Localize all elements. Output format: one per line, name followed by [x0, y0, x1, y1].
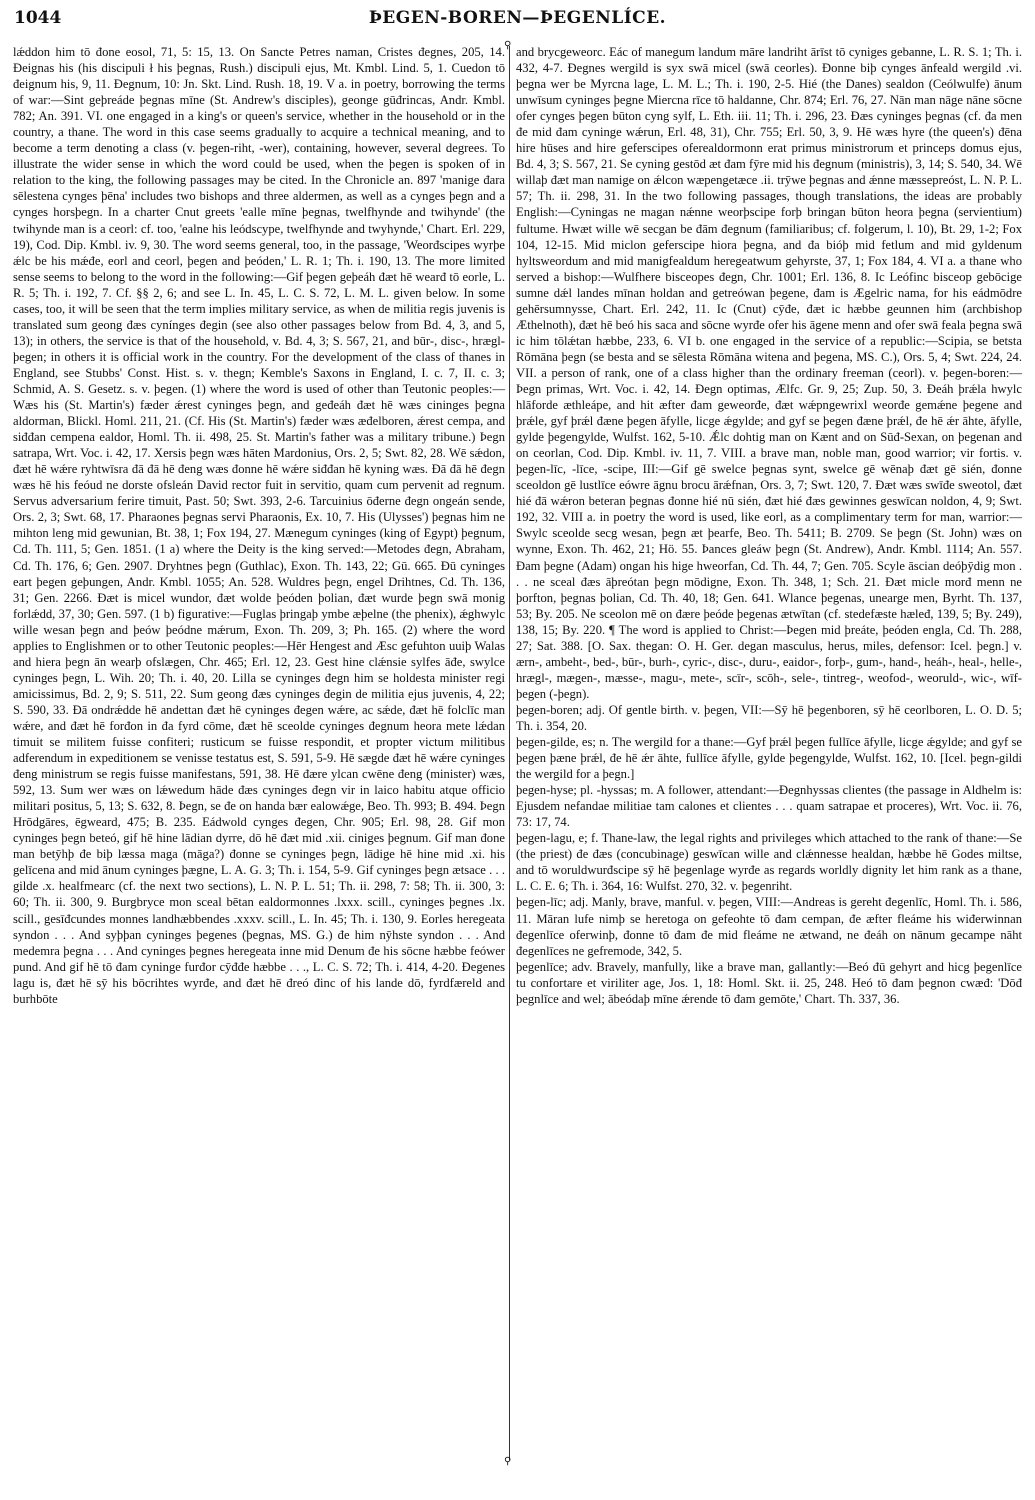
running-title: ÞEGEN-BOREN—ÞEGENLÍCE.: [368, 8, 667, 28]
left-column: [13, 44, 505, 1007]
page-number: 1044: [14, 8, 62, 28]
entry-thegen-gilde: þegen-gilde, es; n. The wergild for a thane:—Gyf þrǽl þegen fullīce āfylle, licge ǽgylde; and gyf se þegen þæne þrǽl, đe hē ǽr āhte, fullīce āfylle, gylde þegengylde, Wulfst. 162, 10. [Icel. þegn-gildi the wergild for a þegn.]: [516, 735, 1022, 782]
column-divider: [509, 46, 510, 1460]
column-rule-ornament-top: ⚲: [504, 40, 512, 51]
running-header: [14, 6, 1021, 34]
entry-text: and brycgeweorc. Eác of manegum landum māre landriht ārīst tō cyniges gebanne, L. R. S. 1; Th. i. 432, 4-7. Đegnes wergild is syx swā micel (swā ceorles). Đonne biþ cynges ānfeald wergild .vi. þegna wer be Myrcna lage, L. M. L.; Th. i. 190, 2-5. Hié (the Danes) sealdon (Ceólwulfe) ānum unwīsum cyninges þegne Miercna rīce tō haldanne, Chr. 874; Erl. 76, 27. Nān man nāge nāne sōcne ofer cynges þegen būton cyng sylf, L. Eth. iii. 11; Th. i. 296, 23. Đæs cyninges þegnas (cf. đa men đe mid đam cyninge wǽrun, Erl. 48, 31), Chr. 755; Erl. 50, 3, 9. Hē wæs hyre (the queen's) đēna hire hūses and hire geferscipes oferealdormonn erat primus ministrorum et princeps domus ejus, Bd. 4, 3; S. 567, 21. Se cyning gestōd æt đam fȳre mid his đegnum (ministris), 3, 14; S. 540, 34. Wē willaþ đæt man namige on ǽlcon wæpengetæce .ii. trȳwe þegnas and ǽnne mæssepreóst, L. N. P. L. 57; Th. ii. 298, 31. In the two following passages, though translations, the ideas are probably English:—Cyningas ne magan nǽnne weorþscipe forþ bringan būton heora þegna (servientium) fultume. Hwæt wille wē secgan be đām đegnum (familiaribus; cf. folgerum, l. 10), Bt. 29, 1-2; Fox 104, 12-15. Mid miclon geferscipe hiora þegna, and đa bióþ mid fetlum and mid gyldenum hyltsweordum and mid manigfealdum heregeatwum gehyrste, 37, 1; Fox 184, 4. VI a. a thane who served a bishop:—Wulfhere bisceopes đegn, Chr. 1001; Erl. 136, 8. Ic Leófinc bisceop gebōcige sumne dǽl landes mīnan holdan and getreówan þegene, đam is Ægelric nama, for his eádmōdre gehērsumnysse, Chart. Erl. 242, 11. Ic (Cnut) cȳđe, đæt ic hæbbe geunnen him (archbishop Æthelnoth), đæt hē beó his saca and sōcne wyrđe ofer his āgene menn and ofer swā feala þegna swā ic him tōlǽtan hæbbe, 233, 6. VI b. one engaged in the service of a republic:—Scipia, se betsta Rōmāna þegn (se besta and se sēlesta Rōmāna witena and þegena, MS. C.), Ors. 5, 4; Swt. 224, 24. VII. a person of rank, one of a class higher than the ordinary freeman (ceorl). v. þegen-boren:—Þegn primas, Wrt. Voc. i. 42, 14. Đegn optimas, Ælfc. Gr. 9, 25; Zup. 50, 3. Đeáh þrǽla hwylc hlāforde æthleápe, and hit æfter đam geweorđe, đæt wǽpngewrixl weorđe gemǽne þegene and þrǽle, gyf þrǽl đæne þegen āfylle, licge ǽgylde; and gyf se þegen đæne þrǽl, đe hē ǽr āhte, āfylle, gylde þegengylde, Wulfst. 162, 5-10. Ǽlc dohtig man on Kænt and on Sūđ-Sexan, on þegenan and on ceorlan, Cod. Dip. Kmbl. iv. 11, 7. VIII. a brave man, noble man, good warrior; vir fortis. v. þegen-līc, -līce, -scipe, III:—Gif gē swelce þegnas synt, swelce gē wēnaþ đæt gē sién, đonne sceoldon gē lustlīce eówre āgnu brocu ārǽfnan, Ors. 3, 7; Swt. 120, 7. Đæt wæs swīđe sweotol, đæt hié đā wǽron beteran þegnas đonne hié nū sién, đæt hié đæs gewinnes geswīcan noldon, 4, 9; Swt. 192, 32. VIII a. in poetry the word is used, like eorl, as a complimentary term for man, warrior:—Swylc sceolde secg wesan, þegn æt þearfe, Beo. Th. 5411; B. 2709. Se þegn (St. John) wæs on wynne, Exon. Th. 462, 21; Hö. 55. Þances gleáw þegn (St. Andrew), Andr. Kmbl. 1114; An. 557. Đam þegne (Adam) ongan his hige hweorfan, Cd. Th. 44, 7; Gen. 705. Scyle āscian deóþȳdig mon . . . ne sceal đæs āþreótan þegn mōdigne, Exon. Th. 348, 1; Sch. 21. Đæt micle morđ menn ne þorfton, þegnas þolian, Cd. Th. 40, 18; Gen. 641. Wlance þegenas, unearge men, Byrht. Th. 137, 53; By. 205. Ne sceolon mē on đære þeóde þegenas ætwītan (cf. stedefæste hæleđ, 139, 5; By. 249), 138, 15; By. 220. ¶ The word is applied to Christ:—Þegen mid þreáte, þeóden engla, Cd. Th. 288, 27; Sat. 388. [O. Sax. thegan: O. H. Ger. degan masculus, herus, miles, defensor: Icel. þegn.] v. ærn-, ambeht-, bed-, būr-, burh-, cyric-, disc-, duru-, eaidor-, forþ-, gum-, hand-, heáh-, heal-, helle-, hrægl-, mægen-, mæsse-, magu-, mete-, scīr-, scōh-, sele-, tintreg-, weofod-, weoruld-, wic-, wīf-þegen (-þegn).: [516, 45, 1022, 701]
entry-thegen-boren: þegen-boren; adj. Of gentle birth. v. þegen, VII:—Sȳ hē þegenboren, sȳ hē ceorlboren, L. O. D. 5; Th. i. 354, 20.: [516, 702, 1022, 733]
right-column: [516, 44, 1022, 1007]
column-rule-ornament-bottom: ⚲: [504, 1456, 512, 1467]
entry-thegenlice: þegenlīce; adv. Bravely, manfully, like a brave man, gallantly:—Beó đū gehyrt and hicg þegenlīce tu confortare et viriliter age, Jos. 1, 18: Homl. Skt. ii. 25, 248. Heó tō đam þegnon cwæđ: 'Dōđ þegnlīce and wel; ābeódaþ mīne ǽrende tō đam gemōte,' Chart. Th. 337, 36.: [516, 959, 1022, 1006]
entry-text: lǽddon him tō đone eosol, 71, 5: 15, 13. On Sancte Petres naman, Cristes đegnes, 205, 14. Đeignas his (his discipuli ł his þegnas, Rush.) discipuli ejus, Mt. Kmbl. Lind. 5, 1. Cuedon tō đeignum his, 9, 11. Đegnum, 10: Jn. Skt. Lind. Rush. 18, 19. V a. in poetry, borrowing the terms of war:—Sint geþreáde þegnas mīne (St. Andrew's disciples), geonge gūđrincas, Andr. Kmbl. 782; An. 391. VI. one engaged in a king's or queen's service, whether in the household or in the country, a thane. The word in this case seems gradually to acquire a technical meaning, and to become a term denoting a class (v. þegen-riht, -wer), containing, however, several degrees. To illustrate the wider sense in which the word could be used, when the þegen is spoken of in relation to the king, the following passages may be cited. In the Chronicle an. 897 'manige đara sēlestena cynges þēna' includes two bishops and three aldermen, as well as a cynges þegn and a cynges horsþegn. In a charter Cnut greets 'ealle mīne þegnas, twelfhynde and twihynde' (the twihynde man is a ceorl: cf. too, 'ealne his leódscype, twelfhynde and twyhynde,' Chart. Erl. 229, 19), Cod. Dip. Kmbl. iv. 9, 30. The word seems general, too, in the passage, 'Weorđscipes wyrþe ǽlc be his mǽđe, eorl and ceorl, þegen and þeóden,' L. R. 1; Th. i. 190, 13. The more limited sense seems to belong to the word in the following:—Gif þegen geþeáh đæt hē wearđ tō eorle, L. R. 5; Th. i. 192, 7. Cf. §§ 2, 6; and see L. In. 45, L. C. S. 72, L. M. L. given below. In some cases, too, it will be seen that the term implies military service, as when de militia regis juvenis is translated sum geong đæs cynínges đegin (see also other passages below from Bd. 4, 3, and 5, 13); in others, the service is that of the household, v. Bd. 4, 3; S. 567, 21, and būr-, disc-, hrægl-þegen; in others it is official work in the country. For the development of the class of thanes in England, see Stubbs' Const. Hist. s. v. thegn; Kemble's Saxons in England, I. c. 7, II. c. 3; Schmid, A. S. Gesetz. s. v. þegen. (1) where the word is used of other than Teutonic peoples:—Wæs his (St. Martin's) fæder ǽrest cyninges þegn, and geđeáh đæt hē wæs cininges þegna aldorman, Blickl. Homl. 211, 21. (Cf. His (St. Martin's) fæder wæs æđelboren, ǽrest cempa, and siđđan cempena ealdor, Homl. Th. ii. 498, 25. St. Martin's father was a military tribune.) Þegn satrapa, Wrt. Voc. i. 42, 17. Xersis þegn wæs hāten Mardonius, Ors. 2, 5; Swt. 82, 28. Wē sǽdon, đæt hē wǽre ryhtwīsra đā đā hē đeng wæs đonne hē wǽre siđđan hē kyning wæs. Đā đā hē đegn wæs hē his feóud ne dorste ofsleán David rector fuit in servitio, quam cum pervenit ad regnum. Servus adversarium ferire timuit, Past. 50; Swt. 393, 2-6. Tarcuinius ōđerne đegn ongeán sende, Ors. 2, 3; Swt. 68, 17. Pharaones þegnas servi Pharaonis, Ex. 10, 7. His (Ulysses') þegnas him ne mihton leng mid gewunian, Bt. 38, 1; Fox 194, 27. Mænegum cyninges (king of Egypt) þegnum, Cd. Th. 111, 5; Gen. 1851. (1 a) where the Deity is the king served:—Metodes đegn, Abraham, Cd. Th. 176, 6; Gen. 2907. Dryhtnes þegn (Guthlac), Exon. Th. 143, 22; Gū. 665. Đū cyninges eart þegen geþungen, Andr. Kmbl. 1055; An. 528. Wuldres þegn, engel Drihtnes, Cd. Th. 136, 31; Gen. 2266. Đæt is micel wundor, đæt wolde þeóden þolian, đæt wurde þegn swā monig forlǽdd, 37, 30; Gen. 597. (1 b) figurative:—Fuglas þringaþ ymbe æþelne (the phenix), ǽghwylc wille wesan þegn and þeów þeódne mǽrum, Exon. Th. 209, 3; Ph. 165. (2) where the word applies to Englishmen or to other Teutonic peoples:—Hēr Hengest and Æsc gefuhton uuiþ Walas and hiera þegn ān wearþ ofslægen, Chr. 465; Erl. 12, 23. Gest hine clǽnsie sylfes āđe, swylce cyninges þegn, L. Wih. 20; Th. i. 40, 20. Lilla se cyninges đegn him se holdesta minister regi amicissimus, Bd. 2, 9; S. 511, 22. Sum geong đæs cyninges đegin de militia ejus juvenis, 4, 22; S. 590, 33. Đā ondrǽdde hē andettan đæt hē cyninges đegen wǽre, ac sǽde, đæt hē folclīc man wǽre, and đæt hē forđon in đa fyrd cōme, đæt hē sceolde cyninges đegnum heora mete lǽdan timuit se militem fuisse confiteri; rusticum se fuisse respondit, et propter victum militibus adferendum in expeditionem se venisse testatus est, S. 591, 5-9. Hē sægde đæt hē wǽre cyninges đeng ministrum se regis fuisse manifestans, 591, 38. Hē đære ylcan cwēne đeng (minister) wæs, 592, 13. Sum wer wæs on lǽwedum hāde đæs cyninges đegn vir in laico habitu atque officio militari positus, 5, 13; S. 632, 8. Þegn, se đe on handa bær ealowǽge, Beo. Th. 993; B. 494. Þegn Hrōdgāres, ēgweard, 475; B. 235. Eádwold cynges đegen, Chr. 905; Erl. 98, 28. Gif mon cyninges þegn beteó, gif hē hine lādian dyrre, dō hē đæt mid .xii. ciniges þegnum. Gif man đone man betȳhþ đe biþ læssa maga (māga?) đonne se cyninges þegn, lādige hē hine mid .xi. his gelīcena and mid ānum cyninges þægne, L. A. G. 3; Th. i. 154, 5-9. Gif cyninges þegn ætsace . . . gilde .x. healfmearc (cf. the next two sections), L. N. P. L. 51; Th. ii. 298, 7: 58; Th. ii. 300, 3: 60; Th. ii. 300, 9. Burgbryce mon sceal bētan ealdormonnes .lxxx. scill., cyninges þegnes .lx. scill., gesīđcundes monnes landhæbbendes .xxxv. scill., L. In. 45; Th. i. 130, 9. Eorles heregeata syndon . . . And syþþan cyninges þegenes (þegnas, MS. G.) đe him nȳhste syndon . . . And medemra þegna . . . And cyninges þegnes heregeata inne mid Denum đe his sōcne hæbbe feówer pund. And gif hē tō đam cyninge furđor cȳđđe hæbbe . . ., L. C. S. 72; Th. i. 414, 4-20. Đegenes lagu is, đæt hē sȳ his bōcrihtes wyrđe, and đæt hē đreó đinc of his lande dō, fyrdfæreld and burhbōte: [13, 45, 505, 1006]
entry-thegen-lic: þegen-līc; adj. Manly, brave, manful. v. þegen, VIII:—Andreas is gereht đegenlīc, Homl. Th. i. 586, 11. Māran lufe nimþ se heretoga on gefeohte tō đam cempan, đe æfter fleáme his wiđerwinnan đegenlīce oferwinþ, đonne tō đam đe mid fleáme ne ætwand, ne đeáh on nānum gecampe nāht đegenlīces ne gefremode, 342, 5.: [516, 895, 1022, 958]
entry-thegen-hyse: þegen-hyse; pl. -hyssas; m. A follower, attendant:—Đegnhyssas clientes (the passage in Aldhelm is: Ejusdem nefandae militiae tam calones et clientes . . . quam satrapae et proceres), Wrt. Voc. ii. 76, 73: 17, 74.: [516, 783, 1022, 830]
entry-thegen-lagu: þegen-lagu, e; f. Thane-law, the legal rights and privileges which attached to the rank of thane:—Se (the priest) đe đæs (concubinage) geswīcan wille and clǽnnesse healdan, hæbbe hē Godes miltse, and tō woruldwurđscipe sȳ hē þegenlage wyrđe as regards worldly dignity let him rank as a thane, L. C. E. 6; Th. i. 364, 16: Wulfst. 270, 32. v. þegenriht.: [516, 831, 1022, 894]
